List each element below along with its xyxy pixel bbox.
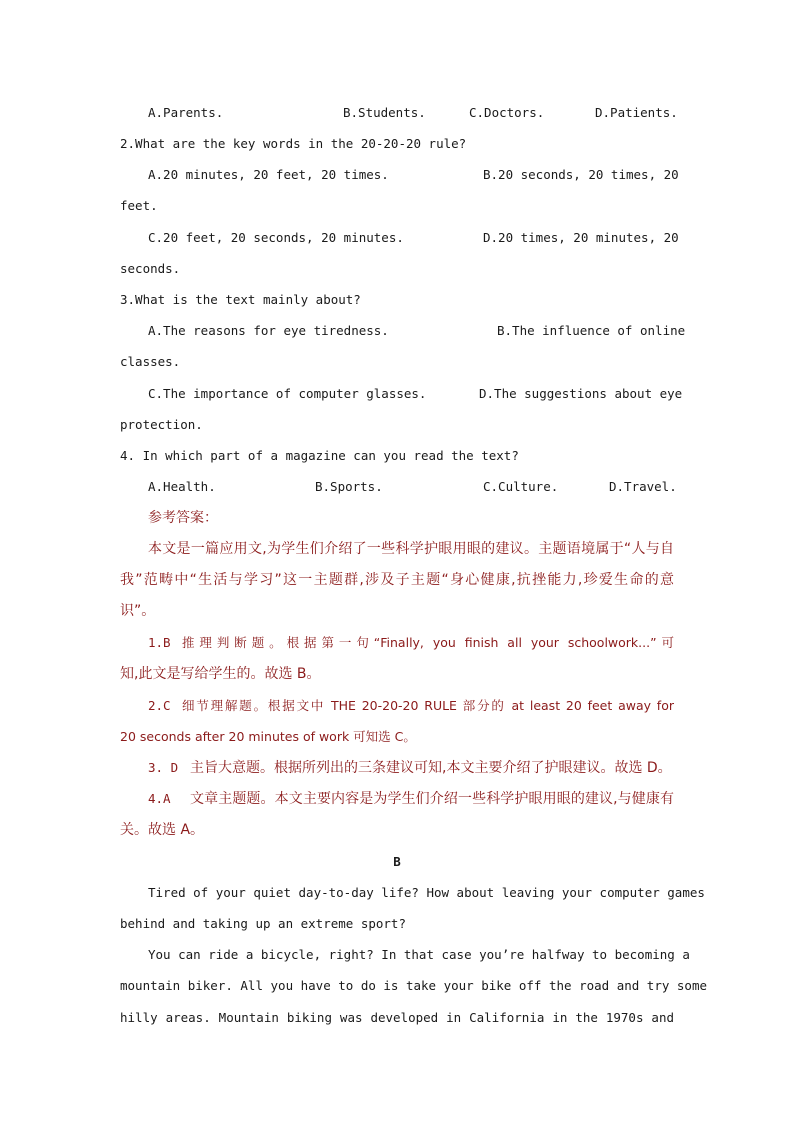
- section-b-paragraph-2-line-2: mountain biker. All you have to do is take your bike off the road and try some: [120, 978, 707, 993]
- answers-heading: 参考答案：: [148, 510, 218, 526]
- q3-option-a: A.The reasons for eye tiredness.: [148, 323, 389, 338]
- q2-option-c: C.20 feet, 20 seconds, 20 minutes.: [148, 230, 404, 245]
- q2-option-d-continued: seconds.: [120, 261, 181, 276]
- answer-4-number: 4.A: [148, 791, 171, 806]
- answer-2-continued: 20 seconds after 20 minutes of work 可知选 C。: [120, 729, 416, 744]
- section-b-heading: B: [393, 854, 401, 869]
- answer-3-number: 3. D: [148, 760, 179, 775]
- answer-1-text: 推理判断题。根据第一句“Finally, you finish all your schoolwork...”可: [182, 635, 674, 650]
- q3-option-b-continued: classes.: [120, 354, 181, 369]
- answer-2-text: 细节理解题。根据文中 THE 20-20-20 RULE 部分的 at least 20 feet away for: [182, 698, 674, 713]
- answer-4-text: 文章主题题。本文主要内容是为学生们介绍一些科学护眼用眼的建议,与健康有: [190, 791, 674, 807]
- answers-intro-line-2: 我”范畴中“生活与学习”这一主题群,涉及子主题“身心健康,抗挫能力,珍爱生命的意: [120, 572, 674, 588]
- q4-option-a: A.Health.: [148, 479, 216, 494]
- q3-option-c: C.The importance of computer glasses.: [148, 386, 427, 401]
- q4-option-d: D.Travel.: [609, 479, 677, 494]
- answer-1-number: 1.B: [148, 635, 171, 650]
- q2-question: 2.What are the key words in the 20-20-20 rule?: [120, 136, 467, 151]
- q4-question: 4. In which part of a magazine can you read the text?: [120, 448, 519, 463]
- q2-option-d: D.20 times, 20 minutes, 20: [483, 230, 679, 245]
- q2-option-a: A.20 minutes, 20 feet, 20 times.: [148, 167, 389, 182]
- answer-2-number: 2.C: [148, 698, 171, 713]
- section-b-paragraph-2-line-3: hilly areas. Mountain biking was developed in California in the 1970s and: [120, 1010, 674, 1025]
- q1-option-c: C.Doctors.: [469, 105, 545, 120]
- q3-option-d-continued: protection.: [120, 417, 203, 432]
- section-b-paragraph-1-line-2: behind and taking up an extreme sport?: [120, 916, 406, 931]
- section-b-paragraph-2-line-1: You can ride a bicycle, right? In that case you’re halfway to becoming a: [148, 947, 690, 962]
- q4-option-c: C.Culture.: [483, 479, 559, 494]
- q1-option-b: B.Students.: [343, 105, 426, 120]
- answer-4-continued: 关。故选 A。: [120, 822, 205, 838]
- answers-intro-line-1: 本文是一篇应用文,为学生们介绍了一些科学护眼用眼的建议。主题语境属于“人与自: [148, 541, 674, 557]
- q4-option-b: B.Sports.: [315, 479, 383, 494]
- q3-option-d: D.The suggestions about eye: [479, 386, 683, 401]
- section-b-paragraph-1-line-1: Tired of your quiet day-to-day life? How about leaving your computer games: [148, 885, 705, 900]
- q3-question: 3.What is the text mainly about?: [120, 292, 361, 307]
- q3-option-b: B.The influence of online: [497, 323, 686, 338]
- q2-option-b-continued: feet.: [120, 198, 158, 213]
- q2-option-b: B.20 seconds, 20 times, 20: [483, 167, 679, 182]
- q1-option-a: A.Parents.: [148, 105, 224, 120]
- answers-intro-line-3: 识”。: [120, 603, 156, 619]
- answer-1-continued: 知,此文是写给学生的。故选 B。: [120, 666, 321, 682]
- answer-3-text: 主旨大意题。根据所列出的三条建议可知,本文主要介绍了护眼建议。故选 D。: [190, 760, 672, 776]
- q1-option-d: D.Patients.: [595, 105, 678, 120]
